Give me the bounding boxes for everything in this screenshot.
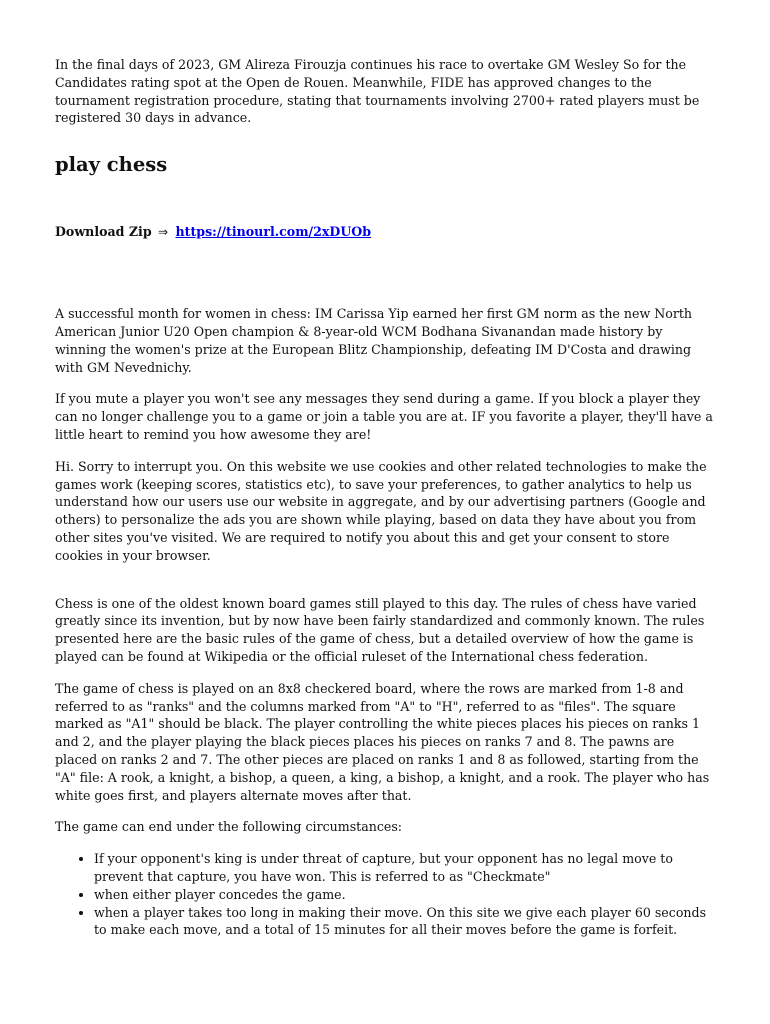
paragraph-women-chess: A successful month for women in chess: IM Carissa Yip earned her first GM norm as the new North American Junior U20 Open champion & 8-year-old WCM Bodhana Sivanandan made history by winning the women's prize at the European Blitz Championship, defeating IM D'Costa and drawing with GM Nevednichy. (55, 306, 693, 375)
arrow-icon: ⇒ (158, 225, 169, 240)
paragraph-board-setup: The game of chess is played on an 8x8 checkered board, where the rows are marked from 1-8 and referred to as "ranks" and the columns marked from "A" to "H", referred to as "files". The square marked as "A1" should be black. The player controlling the white pieces places his pieces on ranks 1 and 2, and the player playing the black pieces places his pieces on ranks 7 and 8. The pawns are placed on ranks 2 and 7. The other pieces are placed on ranks 1 and 8 as followed, starting from the "A" file: A rook, a knight, a bishop, a queen, a king, a bishop, a knight, and a rook. The player who has white goes first, and players alternate moves after that. (55, 680, 710, 803)
download-line (55, 223, 715, 241)
download-link[interactable]: https://tinourl.com/2xDUOb (175, 224, 372, 240)
section-heading: play chess (55, 153, 168, 177)
end-conditions-list (55, 850, 715, 939)
intro-paragraph: In the final days of 2023, GM Alireza Firouzja continues his race to overtake GM Wesley So for the Candidates rating spot at the Open de Rouen. Meanwhile, FIDE has approved changes to the tournament registration procedure, stating that tournaments involving 2700+ rated players must be registered 30 days in advance. (55, 57, 700, 126)
list-item: • when either player concedes the game. (94, 886, 715, 904)
paragraph-game-end: The game can end under the following circumstances: (55, 819, 403, 835)
paragraph-cookies: Hi. Sorry to interrupt you. On this website we use cookies and other related technologies to make the games work (keeping scores, statistics etc), to save your preferences, to gather analytics to help us understand how our users use our website in aggregate, and by our advertising partners (Google and others) to personalize the ads you are shown while playing, based on data they have about you from other sites you've visited. We are required to notify you about this and get your consent to store cookies in your browser. (55, 458, 707, 563)
list-item: • when a player takes too long in making their move. On this site we give each player 60 seconds to make each move, and a total of 15 minutes for all their moves before the game is forfeit. (94, 904, 715, 940)
paragraph-chess-history: Chess is one of the oldest known board games still played to this day. The rules of chess have varied greatly since its invention, but by now have been fairly standardized and commonly known. The rules presented here are the basic rules of the game of chess, but a detailed overview of how the game is played can be found at Wikipedia or the official ruleset of the International chess federation. (55, 595, 705, 664)
paragraph-mute-block: If you mute a player you won't see any messages they send during a game. If you block a player they can no longer challenge you to a game or join a table you are at. IF you favorite a player, they'll have a little heart to remind you how awesome they are! (55, 391, 713, 442)
download-label: Download Zip (55, 224, 152, 240)
list-item: • If your opponent's king is under threat of capture, but your opponent has no legal move to prevent that capture, you have won. This is referred to as "Checkmate" (94, 850, 715, 886)
